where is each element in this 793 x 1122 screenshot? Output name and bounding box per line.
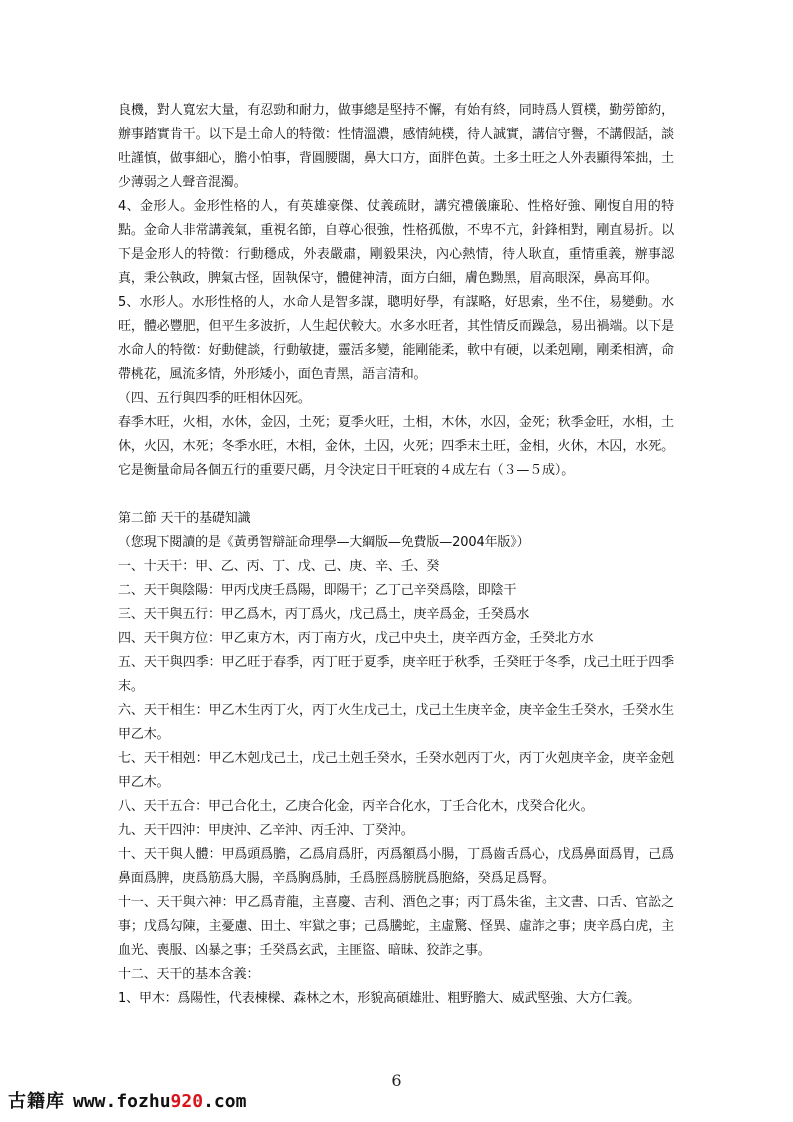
watermark-url-prefix: www.fozhu: [73, 1091, 171, 1112]
list-item: 六、天干相生：甲乙木生丙丁火，丙丁火生戊己土，戊己土生庚辛金，庚辛金生壬癸水，壬癸水生甲乙木。: [118, 703, 674, 742]
paragraph-seasons: 春季木旺，火相，水休，金囚，土死；夏季火旺，土相，木休，水囚，金死；秋季金旺，水相，土休，火囚，木死；冬季水旺，木相，金休，土囚，火死；四季末土旺，金相，火休，木囚，水死。它是衡量命局各個五行的重要尺碼，月令決定日干旺衰的４成左右（３—５成）。: [118, 415, 674, 478]
blank-line: [118, 483, 674, 507]
list-item: 十、天干與人體：甲爲頭爲膽，乙爲肩爲肝，丙爲額爲小腸，丁爲齒舌爲心，戊爲鼻面爲胃，己爲鼻面爲脾，庚爲筋爲大腸，辛爲胸爲肺，壬爲脛爲膀胱爲胞絡，癸爲足爲腎。: [118, 847, 674, 886]
list-item: 二、天干與陰陽：甲丙戊庚壬爲陽，即陽干；乙丁己辛癸爲陰，即陰干: [118, 583, 517, 598]
reading-note: （您現下閱讀的是《黃勇智辯証命理學—大綱版—免費版—2004年版》）: [118, 535, 530, 550]
paragraph-metal-type: 4、金形人。金形性格的人，有英雄豪傑、仗義疏財，講究禮儀廉恥、性格好強、剛愎自用的特點。金命人非常講義氣，重視名節，自尊心很強，性格孤傲，不卑不亢，針鋒相對，剛直易折。以下是金形人的特徵：行動穩成，外表嚴肅，剛毅果決，內心熱情，待人耿直，重情重義，辦事認真，秉公執政，脾氣古怪，固執保守，體健神清，面方白細，膚色黝黑，眉高眼深，鼻高耳仰。: [118, 199, 674, 286]
site-watermark: [8, 1087, 246, 1113]
list-item: 三、天干與五行：甲乙爲木，丙丁爲火，戊己爲土，庚辛爲金，壬癸爲水: [118, 607, 530, 622]
list-item: 八、天干五合：甲己合化土，乙庚合化金，丙辛合化水，丁壬合化木，戊癸合化火。: [118, 799, 594, 814]
list-item: 十一、天干與六神：甲乙爲青龍，主喜慶、吉利、酒色之事；丙丁爲朱雀，主文書、口舌、官訟之事；戊爲勾陳，主憂慮、田土、牢獄之事；己爲騰蛇，主虛驚、怪異、虛詐之事；庚辛爲白虎，主血光、喪服、凶暴之事；壬癸爲玄武，主匪盜、暗昧、狡詐之事。: [118, 895, 674, 958]
watermark-url-suffix: .com: [203, 1091, 247, 1112]
watermark-brand: 古籍库: [8, 1091, 65, 1112]
list-item: 七、天干相剋：甲乙木剋戊己土，戊己土剋壬癸水，壬癸水剋丙丁火，丙丁火剋庚辛金，庚辛金剋甲乙木。: [118, 751, 674, 790]
chapter-heading: 第二節 天干的基礎知識: [118, 511, 251, 526]
watermark-url-number: 920: [170, 1091, 204, 1112]
paragraph-earth-traits: 良機，對人寬宏大量，有忍勁和耐力，做事總是堅持不懈，有始有終，同時爲人質樸，勤勞節約，辦事踏實肯干。以下是土命人的特徵：性情溫濃，感情純樸，待人誠實，講信守譽，不講假話，談吐謹慎，做事細心，膽小怕事，背圓腰闊，鼻大口方，面胖色黃。土多土旺之人外表顯得笨拙，土少薄弱之人聲音混濁。: [118, 103, 674, 190]
paragraph-water-type: 5、水形人。水形性格的人，水命人是智多謀，聰明好學，有謀略，好思索，坐不住，易變動。水旺，體必豐肥，但平生多波折，人生起伏較大。水多水旺者，其性情反而躁急，易出禍端。以下是水命人的特徵：好動健談，行動敏捷，靈活多變，能剛能柔，軟中有硬，以柔剋剛，剛柔相濟，命帶桃花，風流多情，外形矮小，面色青黑，語言清和。: [118, 295, 674, 382]
list-item: 四、天干與方位：甲乙東方木，丙丁南方火，戊己中央土，庚辛西方金，壬癸北方水: [118, 631, 594, 646]
list-item: 五、天干與四季：甲乙旺于春季，丙丁旺于夏季，庚辛旺于秋季，壬癸旺于冬季，戊己土旺于四季末。: [118, 655, 674, 694]
list-item: 十二、天干的基本含義：: [118, 967, 260, 982]
document-body: [118, 99, 674, 1011]
section-heading-seasons: （四、五行與四季的旺相休囚死。: [118, 391, 311, 406]
list-item: 九、天干四沖：甲庚沖、乙辛沖、丙壬沖、丁癸沖。: [118, 823, 414, 838]
list-item: 1、甲木：爲陽性，代表棟樑、森林之木，形貌高碩雄壯、粗野膽大、威武堅強、大方仁義。: [118, 991, 641, 1006]
page-number: 6: [391, 1071, 402, 1090]
list-item: 一、十天干：甲、乙、丙、丁、戊、己、庚、辛、壬、癸: [118, 559, 440, 574]
